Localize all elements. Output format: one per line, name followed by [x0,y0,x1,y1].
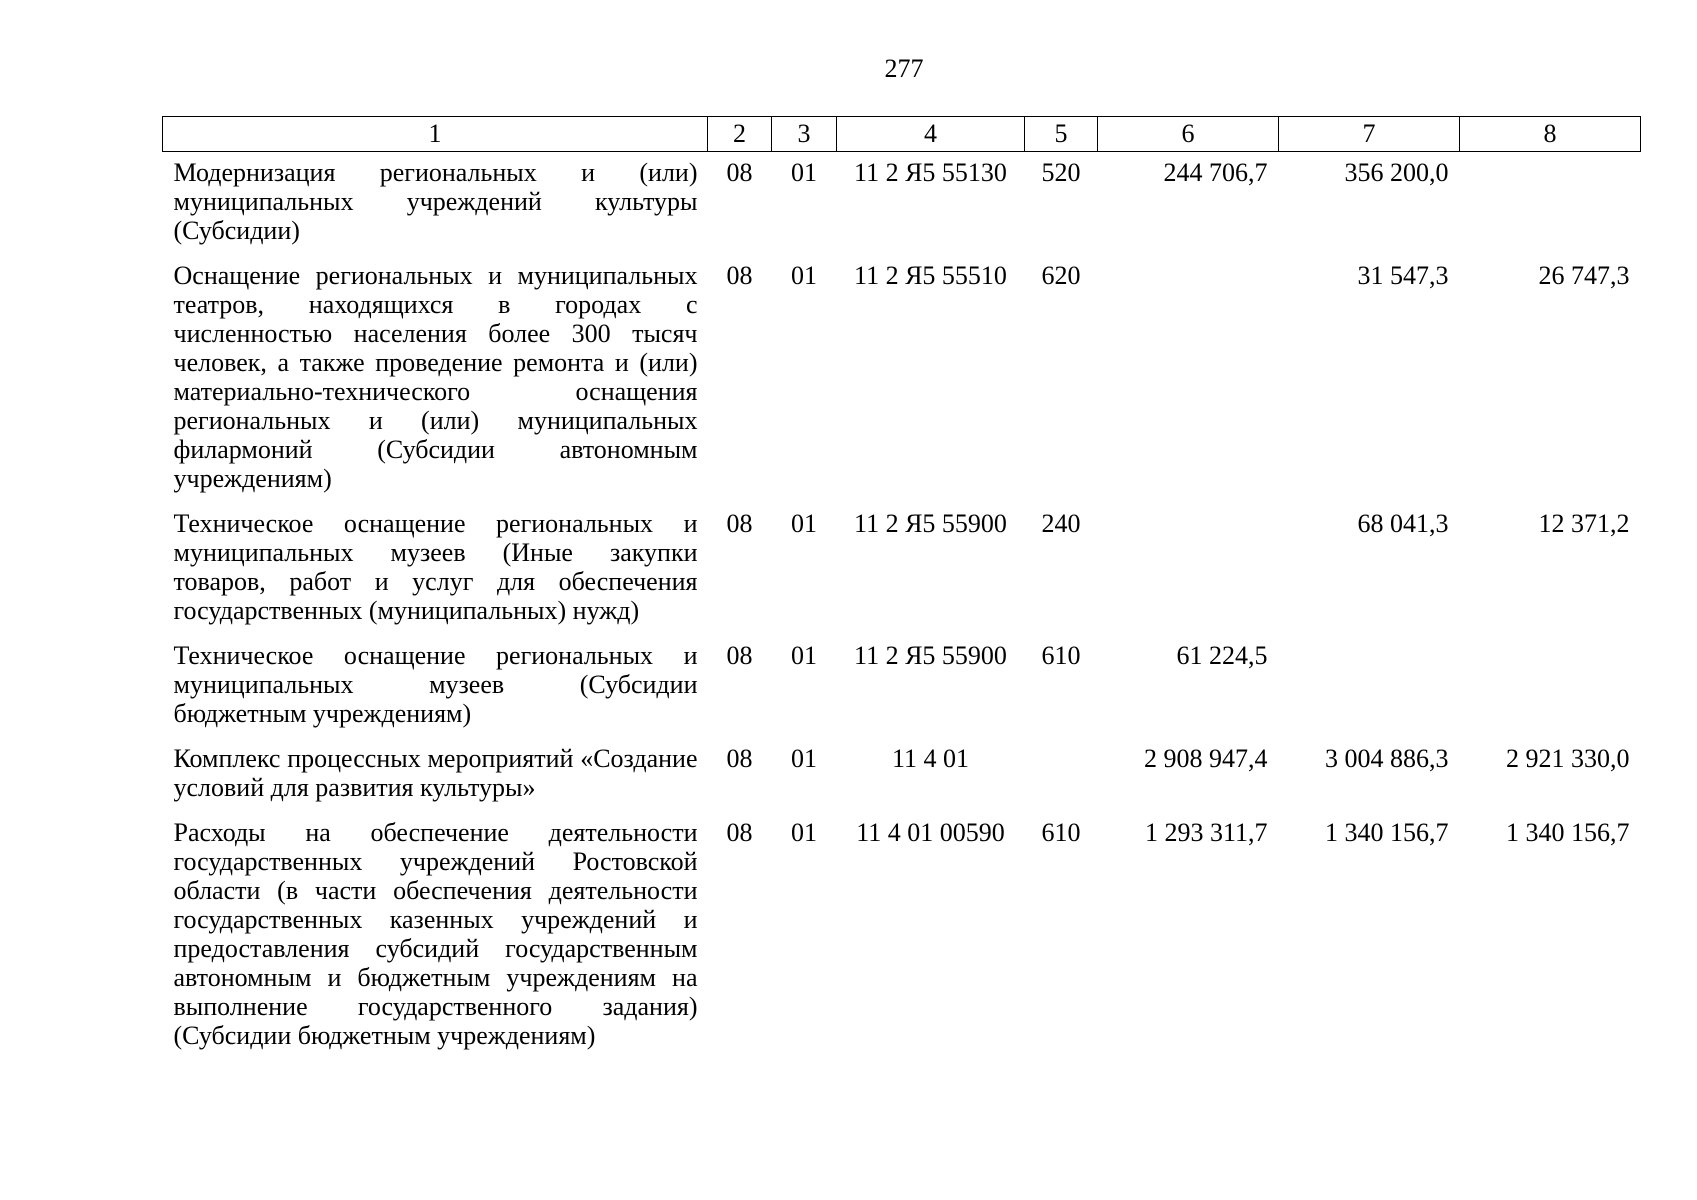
header-cell-6: 6 [1098,117,1279,152]
target-article-code: 11 4 01 00590 [856,818,1005,847]
amount-year-2: 1 340 156,7 [1325,818,1449,847]
section-code: 08 [726,158,753,187]
target-article-code: 11 2 Я5 55510 [854,261,1007,290]
header-cell-5: 5 [1025,117,1098,152]
amount-year-3: 12 371,2 [1538,509,1630,538]
amount-year-2: 3 004 886,3 [1325,744,1449,773]
target-article-code: 11 2 Я5 55130 [854,158,1007,187]
header-cell-1: 1 [163,117,708,152]
table-row [163,738,1641,812]
subsection-code: 01 [791,158,817,187]
target-article-code: 11 2 Я5 55900 [854,641,1007,670]
table-row [163,812,1641,1060]
header-cell-8: 8 [1460,117,1641,152]
subsection-code: 01 [791,818,817,847]
page-number: 277 [884,54,924,83]
amount-year-3: 26 747,3 [1538,261,1630,290]
expense-type-code: 610 [1041,641,1081,670]
subsection-code: 01 [791,509,817,538]
subsection-code: 01 [791,641,817,670]
amount-year-2 [1279,635,1460,738]
amount-year-3: 1 340 156,7 [1506,818,1630,847]
amount-year-2: 68 041,3 [1357,509,1449,538]
header-cell-4: 4 [837,117,1025,152]
subsection-code: 01 [791,261,817,290]
section-code: 08 [726,509,753,538]
expense-name: Модернизация региональных и (или) муниципальных учреждений культуры (Субсидии) [173,158,698,245]
header-cell-7: 7 [1279,117,1460,152]
header-cell-3: 3 [772,117,837,152]
expense-type-code: 240 [1041,509,1081,538]
expense-name: Техническое оснащение региональных и муниципальных музеев (Субсидии бюджетным учреждениям) [173,641,698,728]
section-code: 08 [726,818,753,847]
expense-name: Оснащение региональных и муниципальных театров, находящихся в городах с численностью населения более 300 тысяч человек, а также проведение ремонта и (или) материально-технического оснащения региональных и (или) муниципальных филармоний (Субсидии автономным учреждениям) [173,261,698,493]
target-article-code: 11 4 01 [891,744,970,773]
section-code: 08 [726,744,753,773]
section-code: 08 [726,641,753,670]
expense-name: Расходы на обеспечение деятельности государственных учреждений Ростовской области (в части обеспечения деятельности государственных казенных учреждений и предоставления субсидий государственным автономным и бюджетным учреждениям на выполнение государственного задания) (Субсидии бюджетным учреждениям) [173,818,698,1050]
amount-year-1 [1098,503,1279,635]
subsection-code: 01 [791,744,817,773]
amount-year-1: 1 293 311,7 [1144,818,1268,847]
expense-type-code: 520 [1041,158,1081,187]
amount-year-2: 356 200,0 [1344,158,1449,187]
amount-year-1: 2 908 947,4 [1144,744,1268,773]
amount-year-3: 2 921 330,0 [1506,744,1630,773]
table-row [163,503,1641,635]
amount-year-1 [1098,255,1279,503]
section-code: 08 [726,261,753,290]
expense-type-code: 620 [1041,261,1081,290]
budget-table [162,116,1641,1060]
amount-year-3 [1460,635,1641,738]
table-row [163,255,1641,503]
expense-name: Техническое оснащение региональных и муниципальных музеев (Иные закупки товаров, работ и услуг для обеспечения государственных (муниципальных) нужд) [173,509,698,625]
amount-year-1: 61 224,5 [1176,641,1268,670]
amount-year-3 [1460,152,1641,256]
expense-type-code [1025,738,1098,812]
table-row [163,152,1641,256]
target-article-code: 11 2 Я5 55900 [854,509,1007,538]
table-row [163,635,1641,738]
amount-year-2: 31 547,3 [1357,261,1449,290]
expense-type-code: 610 [1041,818,1081,847]
header-cell-2: 2 [708,117,772,152]
expense-name: Комплекс процессных мероприятий «Создание условий для развития культуры» [173,744,698,802]
header-row [163,117,1641,152]
amount-year-1: 244 706,7 [1163,158,1268,187]
